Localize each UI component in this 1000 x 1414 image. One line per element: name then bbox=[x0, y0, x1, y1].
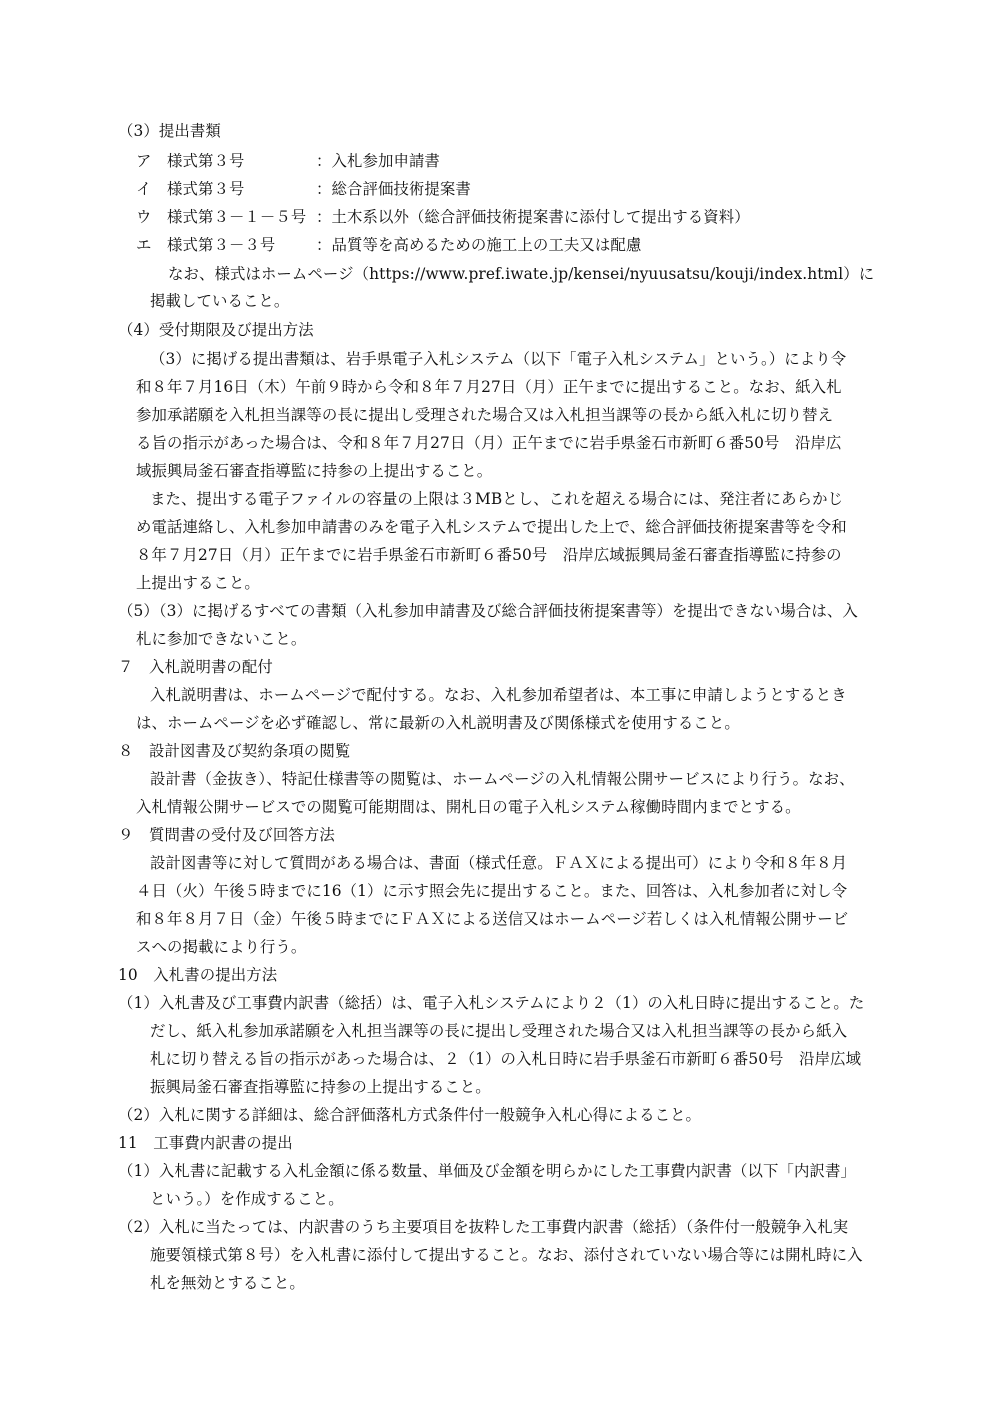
section-5-line: 札に参加できないこと。 bbox=[136, 630, 307, 648]
paragraph-line: 和８年７月16日（木）午前９時から令和８年７月27日（月）正午までに提出すること。なお、紙入札 bbox=[136, 378, 842, 396]
paragraph-line: （2）入札に当たっては、内訳書のうち主要項目を抜粋した工事費内訳書（総括）（条件付一般競争入札実 bbox=[118, 1218, 849, 1236]
paragraph-line: 域振興局釜石審査指導監に持参の上提出すること。 bbox=[136, 462, 493, 480]
paragraph-line: 設計書（金抜き）、特記仕様書等の閲覧は、ホームページの入札情報公開サービスにより行う。なお、 bbox=[150, 770, 855, 788]
section-4-heading: （4）受付期限及び提出方法 bbox=[118, 321, 314, 339]
paragraph-line: 札を無効とすること。 bbox=[150, 1274, 305, 1292]
paragraph-line: 施要領様式第８号）を入札書に添付して提出すること。なお、添付されていない場合等には開札時に入 bbox=[150, 1246, 863, 1264]
form-item-a bbox=[136, 151, 440, 171]
paragraph-line: 参加承諾願を入札担当課等の長に提出し受理された場合又は入札担当課等の長から紙入札に切り替え bbox=[136, 406, 834, 424]
section-7-heading: ７ 入札説明書の配付 bbox=[118, 658, 273, 676]
section-9-heading: ９ 質問書の受付及び回答方法 bbox=[118, 826, 335, 844]
section-3-note-line: 掲載していること。 bbox=[150, 292, 290, 310]
paragraph-line: （3）に掲げる提出書類は、岩手県電子入札システム（以下「電子入札システム」という。）により令 bbox=[150, 350, 847, 368]
form-description: ：土木系以外（総合評価技術提案書に添付して提出する資料） bbox=[316, 208, 750, 226]
form-number: イ 様式第３号 bbox=[136, 180, 245, 198]
paragraph-line: 入札情報公開サービスでの閲覧可能期間は、開札日の電子入札システム稼働時間内までとする。 bbox=[136, 798, 801, 816]
paragraph-line: 上提出すること。 bbox=[136, 574, 260, 592]
form-number: エ 様式第３－３号 bbox=[136, 236, 276, 254]
paragraph-line: 振興局釜石審査指導監に持参の上提出すること。 bbox=[150, 1078, 491, 1096]
section-3-note-line: なお、様式はホームページ（https://www.pref.iwate.jp/kensei/nyuusatsu/kouji/index.html）に bbox=[168, 265, 875, 283]
paragraph-line: （1）入札書及び工事費内訳書（総括）は、電子入札システムにより２（1）の入札日時に提出すること。た bbox=[118, 994, 865, 1012]
paragraph-line: （1）入札書に記載する入札金額に係る数量、単価及び金額を明らかにした工事費内訳書（以下「内訳書」 bbox=[118, 1162, 856, 1180]
paragraph-line: ４日（火）午後５時までに16（1）に示す照会先に提出すること。また、回答は、入札参加者に対し令 bbox=[136, 882, 848, 900]
paragraph-line: は、ホームページを必ず確認し、常に最新の入札説明書及び関係様式を使用すること。 bbox=[136, 714, 740, 732]
section-8-heading: ８ 設計図書及び契約条項の閲覧 bbox=[118, 742, 351, 760]
form-description: ：品質等を高めるための施工上の工夫又は配慮 bbox=[316, 236, 642, 254]
form-item-e bbox=[136, 235, 641, 255]
section-5-line: （5）（3）に掲げるすべての書類（入札参加申請書及び総合評価技術提案書等）を提出できない場合は、入 bbox=[118, 602, 858, 620]
paragraph-line: また、提出する電子ファイルの容量の上限は３MBとし、これを超える場合には、発注者にあらかじ bbox=[150, 490, 844, 508]
paragraph-line: という。）を作成すること。 bbox=[150, 1190, 344, 1208]
paragraph-line: 入札説明書は、ホームページで配付する。なお、入札参加希望者は、本工事に申請しようとするとき bbox=[150, 686, 847, 704]
form-item-u bbox=[136, 207, 750, 227]
paragraph-line: 設計図書等に対して質問がある場合は、書面（様式任意。ＦＡＸによる提出可）により令和８年８月 bbox=[150, 854, 848, 872]
form-description: ：総合評価技術提案書 bbox=[316, 180, 471, 198]
paragraph-line: 札に切り替える旨の指示があった場合は、２（1）の入札日時に岩手県釜石市新町６番50号 沿岸広域 bbox=[150, 1050, 862, 1068]
section-3-heading: （3）提出書類 bbox=[118, 122, 221, 140]
paragraph-line: る旨の指示があった場合は、令和８年７月27日（月）正午までに岩手県釜石市新町６番50号 沿岸広 bbox=[136, 434, 842, 452]
form-item-i bbox=[136, 179, 471, 199]
paragraph-line: め電話連絡し、入札参加申請書のみを電子入札システムで提出した上で、総合評価技術提案書等を令和 bbox=[136, 518, 847, 536]
paragraph-line: ８年７月27日（月）正午までに岩手県釜石市新町６番50号 沿岸広域振興局釜石審査指導監に持参の bbox=[136, 546, 842, 564]
form-number: ア 様式第３号 bbox=[136, 152, 245, 170]
paragraph-line: だし、紙入札参加承諾願を入札担当課等の長に提出し受理された場合又は入札担当課等の長から紙入 bbox=[150, 1022, 848, 1040]
section-11-heading: 11 工事費内訳書の提出 bbox=[118, 1134, 293, 1152]
paragraph-line: 和８年８月７日（金）午後５時までにＦＡＸによる送信又はホームページ若しくは入札情報公開サービ bbox=[136, 910, 849, 928]
paragraph-line: （2）入札に関する詳細は、総合評価落札方式条件付一般競争入札心得によること。 bbox=[118, 1106, 702, 1124]
form-description: ：入札参加申請書 bbox=[316, 152, 440, 170]
section-10-heading: 10 入札書の提出方法 bbox=[118, 966, 278, 984]
paragraph-line: スへの掲載により行う。 bbox=[136, 938, 307, 956]
form-number: ウ 様式第３－１－５号 bbox=[136, 208, 307, 226]
